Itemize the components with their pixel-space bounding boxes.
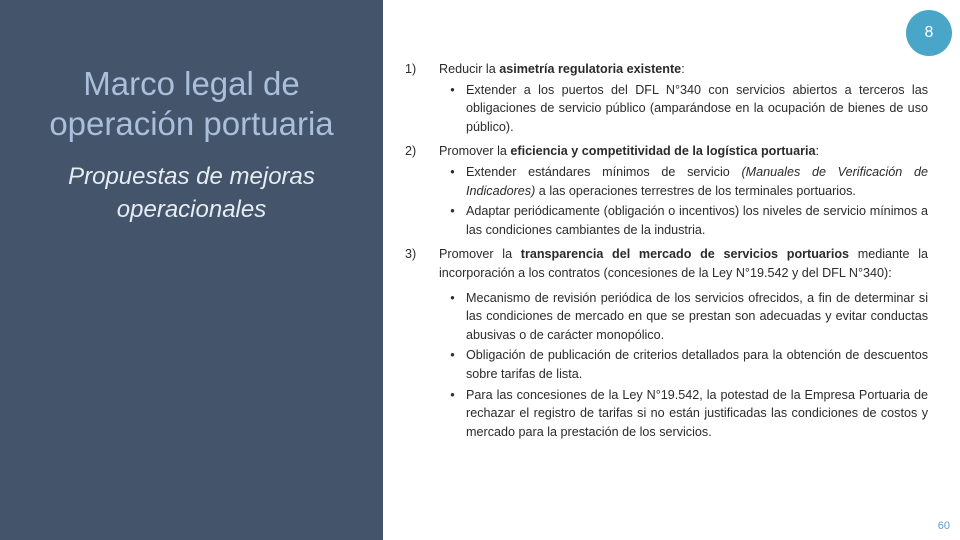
item-text: : (681, 62, 685, 76)
bullet-item (439, 163, 928, 200)
bullet-text-part: a las operaciones terrestres de los terminales portuarios. (535, 183, 856, 198)
bullet-item (439, 346, 928, 383)
list-item (405, 245, 928, 443)
item-text: : (815, 144, 820, 159)
bullet-text-italic: (Manuales de Verificación de Indicadores) (466, 164, 928, 198)
item-number: 1) (405, 62, 417, 76)
bullet-text: Para las concesiones de la Ley N°19.542, la potestad de la Empresa Portuaria de rechazar el registro de tarifas si no están justificadas las condiciones de costos y mercado para la prestación de los servicios. (466, 387, 928, 439)
bullet-list (439, 289, 928, 442)
item-text: Promover la (439, 144, 511, 159)
list-item (405, 142, 928, 241)
bullet-list (439, 163, 928, 239)
list-item (405, 60, 928, 138)
bullet-icon: • (450, 164, 455, 179)
item-bold-text: asimetría regulatoria existente (499, 62, 682, 76)
bullet-text: Extender a los puertos del DFL N°340 con servicios abiertos a terceros las obligaciones de servicio público (amparándose en la ocupación de bienes de uso público). (466, 82, 928, 134)
slide-number-badge: 8 (906, 10, 952, 56)
item-bold-text: transparencia del mercado de servicios portuarios (520, 247, 850, 262)
bullet-item (439, 289, 928, 345)
bullet-text (466, 163, 928, 200)
item-number: 3) (405, 247, 417, 262)
bullet-text: Mecanismo de revisión periódica de los servicios ofrecidos, a fin de determinar si las condiciones de mercado en que se prestan son adecuadas y evitar conductas abusivas o de carácter monopólico. (466, 290, 928, 342)
item-text: Promover la (439, 247, 521, 262)
bullet-icon: • (450, 290, 455, 305)
bullet-icon: • (450, 204, 455, 219)
bullet-item (439, 81, 928, 137)
item-number: 2) (405, 144, 417, 159)
slide-title: Marco legal de operación portuaria (49, 65, 334, 142)
content-list (405, 60, 928, 447)
sidebar-panel (0, 0, 383, 540)
item-text: Reducir la (439, 62, 500, 76)
bullet-icon: • (450, 82, 455, 97)
bullet-text: Adaptar periódicamente (obligación o incentivos) los niveles de servicio mínimos a las condiciones cambiantes de la industria. (466, 204, 928, 237)
bullet-list (439, 81, 928, 137)
item-body (439, 142, 928, 241)
item-text: mediante la incorporación a los contratos (concesiones de la Ley N°19.542 y del DFL N°340): (439, 247, 929, 280)
item-bold-text: eficiencia y competitividad de la logística portuaria (510, 144, 816, 159)
item-body (439, 60, 928, 138)
bullet-item (439, 386, 928, 442)
bullet-icon: • (450, 348, 455, 363)
bullet-text-part: Extender estándares mínimos de servicio (466, 164, 742, 179)
page-number: 60 (937, 520, 950, 532)
bullet-item (439, 202, 928, 239)
bullet-text: Obligación de publicación de criterios detallados para la obtención de descuentos sobre tarifas de lista. (466, 348, 928, 381)
slide-subtitle: Propuestas de mejoras operacionales (68, 163, 315, 223)
item-body (439, 245, 928, 443)
bullet-icon: • (450, 387, 455, 402)
